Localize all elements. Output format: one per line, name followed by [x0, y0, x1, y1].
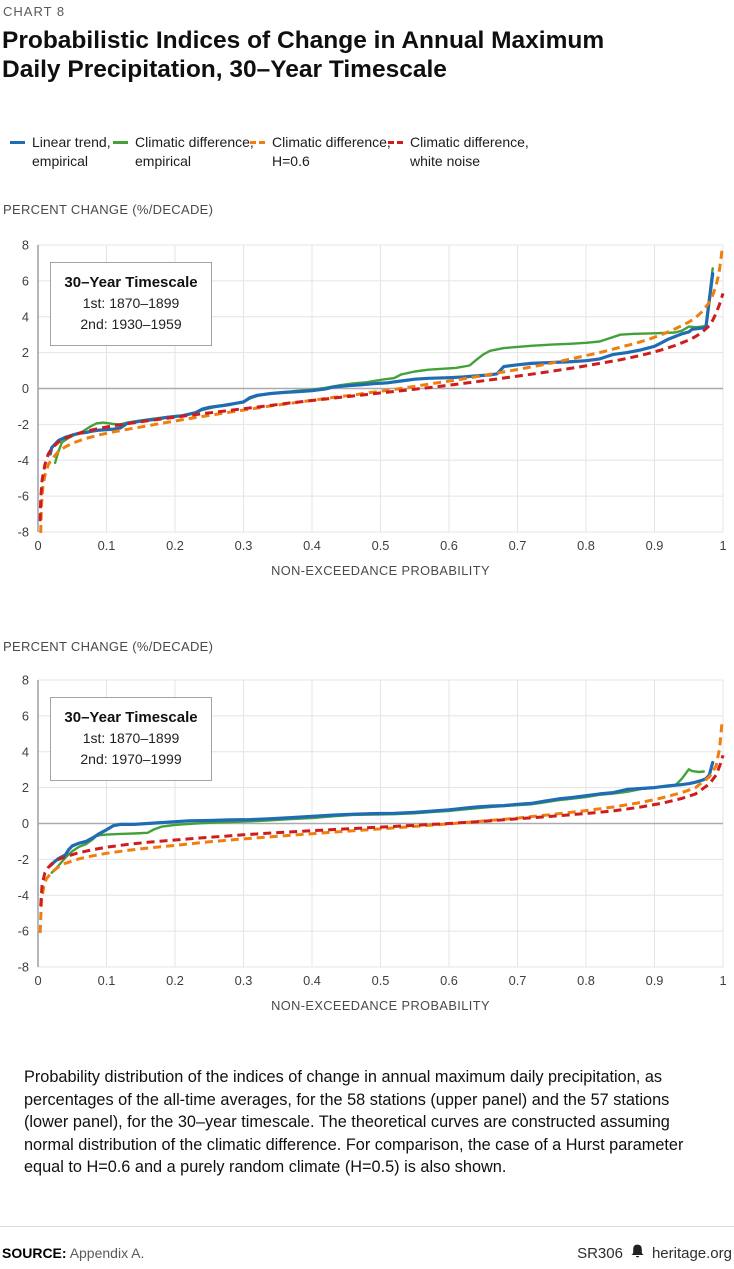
svg-text:NON-EXCEEDANCE PROBABILITY: NON-EXCEEDANCE PROBABILITY [271, 998, 490, 1013]
legend-item-climatic-white-noise [388, 133, 529, 171]
legend [0, 133, 734, 189]
svg-text:NON-EXCEEDANCE PROBABILITY: NON-EXCEEDANCE PROBABILITY [271, 563, 490, 578]
svg-text:0.7: 0.7 [508, 538, 527, 553]
legend-label: empirical [135, 153, 192, 169]
svg-text:0.5: 0.5 [371, 973, 390, 988]
legend-label: Climatic difference, [272, 134, 391, 150]
dashed-swatch-red [388, 141, 403, 144]
branding [577, 1244, 732, 1262]
svg-text:2: 2 [21, 780, 29, 796]
svg-text:0.8: 0.8 [577, 973, 595, 988]
svg-text:2: 2 [21, 345, 29, 361]
svg-text:1: 1 [719, 973, 727, 988]
svg-text:0.6: 0.6 [440, 973, 458, 988]
footer [2, 1244, 732, 1262]
svg-text:0.4: 0.4 [303, 538, 321, 553]
svg-text:0.1: 0.1 [97, 538, 116, 553]
svg-text:4: 4 [21, 309, 29, 325]
legend-label: white noise [410, 153, 481, 169]
legend-label: empirical [32, 153, 89, 169]
svg-text:0: 0 [34, 973, 42, 988]
annotation-title: 30–Year Timescale [64, 274, 198, 291]
legend-label: Linear trend, [32, 134, 111, 150]
svg-text:-6: -6 [17, 923, 29, 939]
svg-text:0.9: 0.9 [645, 973, 664, 988]
page-title [2, 27, 604, 84]
svg-text:0.9: 0.9 [645, 538, 664, 553]
upper-chart-y-axis-label: PERCENT CHANGE (%/DECADE) [3, 202, 214, 217]
legend-label: Climatic difference, [135, 134, 254, 150]
annotation-period-1: 1st: 1870–1899 [82, 730, 180, 746]
svg-text:6: 6 [21, 708, 29, 724]
legend-label: H=0.6 [272, 153, 310, 169]
svg-text:0.8: 0.8 [577, 538, 595, 553]
chart-number-eyebrow: CHART 8 [3, 4, 66, 19]
figure-caption: Probability distribution of the indices of change in annual maximum daily precipitation, as percentages of the all-time averages, for the 58 stations (upper panel) and the 57 stations (lower panel), for the 30–year timescale. The theoretical curves are constructed assuming normal distribution of the climatic difference. For comparison, the case of a Hurst parameter equal to H=0.6 and a purely random climate (H=0.5) is also shown. [24, 1068, 684, 1177]
legend-item-climatic-h06 [250, 133, 391, 171]
svg-text:-4: -4 [17, 452, 29, 468]
line-swatch-green [113, 141, 128, 144]
line-swatch-blue [10, 141, 25, 144]
report-id: SR306 [577, 1244, 623, 1262]
svg-text:0.3: 0.3 [234, 973, 253, 988]
svg-text:0: 0 [21, 381, 29, 396]
annotation-period-2: 2nd: 1970–1999 [80, 751, 182, 767]
svg-text:0.6: 0.6 [440, 538, 458, 553]
svg-text:8: 8 [21, 672, 29, 688]
svg-text:-6: -6 [17, 488, 29, 504]
legend-label: Climatic difference, [410, 134, 529, 150]
svg-text:-8: -8 [17, 959, 29, 975]
lower-chart-y-axis-label: PERCENT CHANGE (%/DECADE) [3, 639, 214, 654]
legend-item-climatic-empirical [113, 133, 254, 171]
annotation-title: 30–Year Timescale [64, 709, 198, 726]
svg-text:-2: -2 [17, 851, 29, 867]
liberty-bell-icon [630, 1244, 645, 1262]
lower-chart-annotation-box [50, 697, 212, 781]
svg-text:0.1: 0.1 [97, 973, 116, 988]
svg-text:8: 8 [21, 237, 29, 253]
svg-text:0: 0 [21, 816, 29, 831]
svg-text:0: 0 [34, 538, 42, 553]
svg-text:0.5: 0.5 [371, 538, 390, 553]
site-link[interactable]: heritage.org [651, 1244, 732, 1262]
svg-text:4: 4 [21, 744, 29, 760]
annotation-period-2: 2nd: 1930–1959 [80, 316, 182, 332]
svg-text:0.4: 0.4 [303, 973, 321, 988]
svg-text:1: 1 [719, 538, 727, 553]
source-text: Appendix A. [69, 1245, 145, 1261]
svg-text:0.7: 0.7 [508, 973, 527, 988]
svg-text:-8: -8 [17, 524, 29, 540]
source-note [2, 1245, 144, 1261]
svg-text:6: 6 [21, 273, 29, 289]
svg-text:0.3: 0.3 [234, 538, 253, 553]
svg-text:0.2: 0.2 [166, 538, 184, 553]
page-title-line2: Daily Precipitation, 30–Year Timescale [2, 55, 447, 83]
upper-chart-annotation-box [50, 262, 212, 346]
page-title-line1: Probabilistic Indices of Change in Annual Maximum [2, 27, 605, 54]
svg-text:-4: -4 [17, 887, 29, 903]
svg-text:-2: -2 [17, 416, 29, 432]
legend-item-linear-trend [10, 133, 111, 171]
dashed-swatch-orange [250, 141, 265, 144]
svg-text:0.2: 0.2 [166, 973, 184, 988]
source-label: SOURCE: [2, 1245, 67, 1261]
annotation-period-1: 1st: 1870–1899 [82, 295, 180, 311]
footer-divider [0, 1226, 734, 1227]
